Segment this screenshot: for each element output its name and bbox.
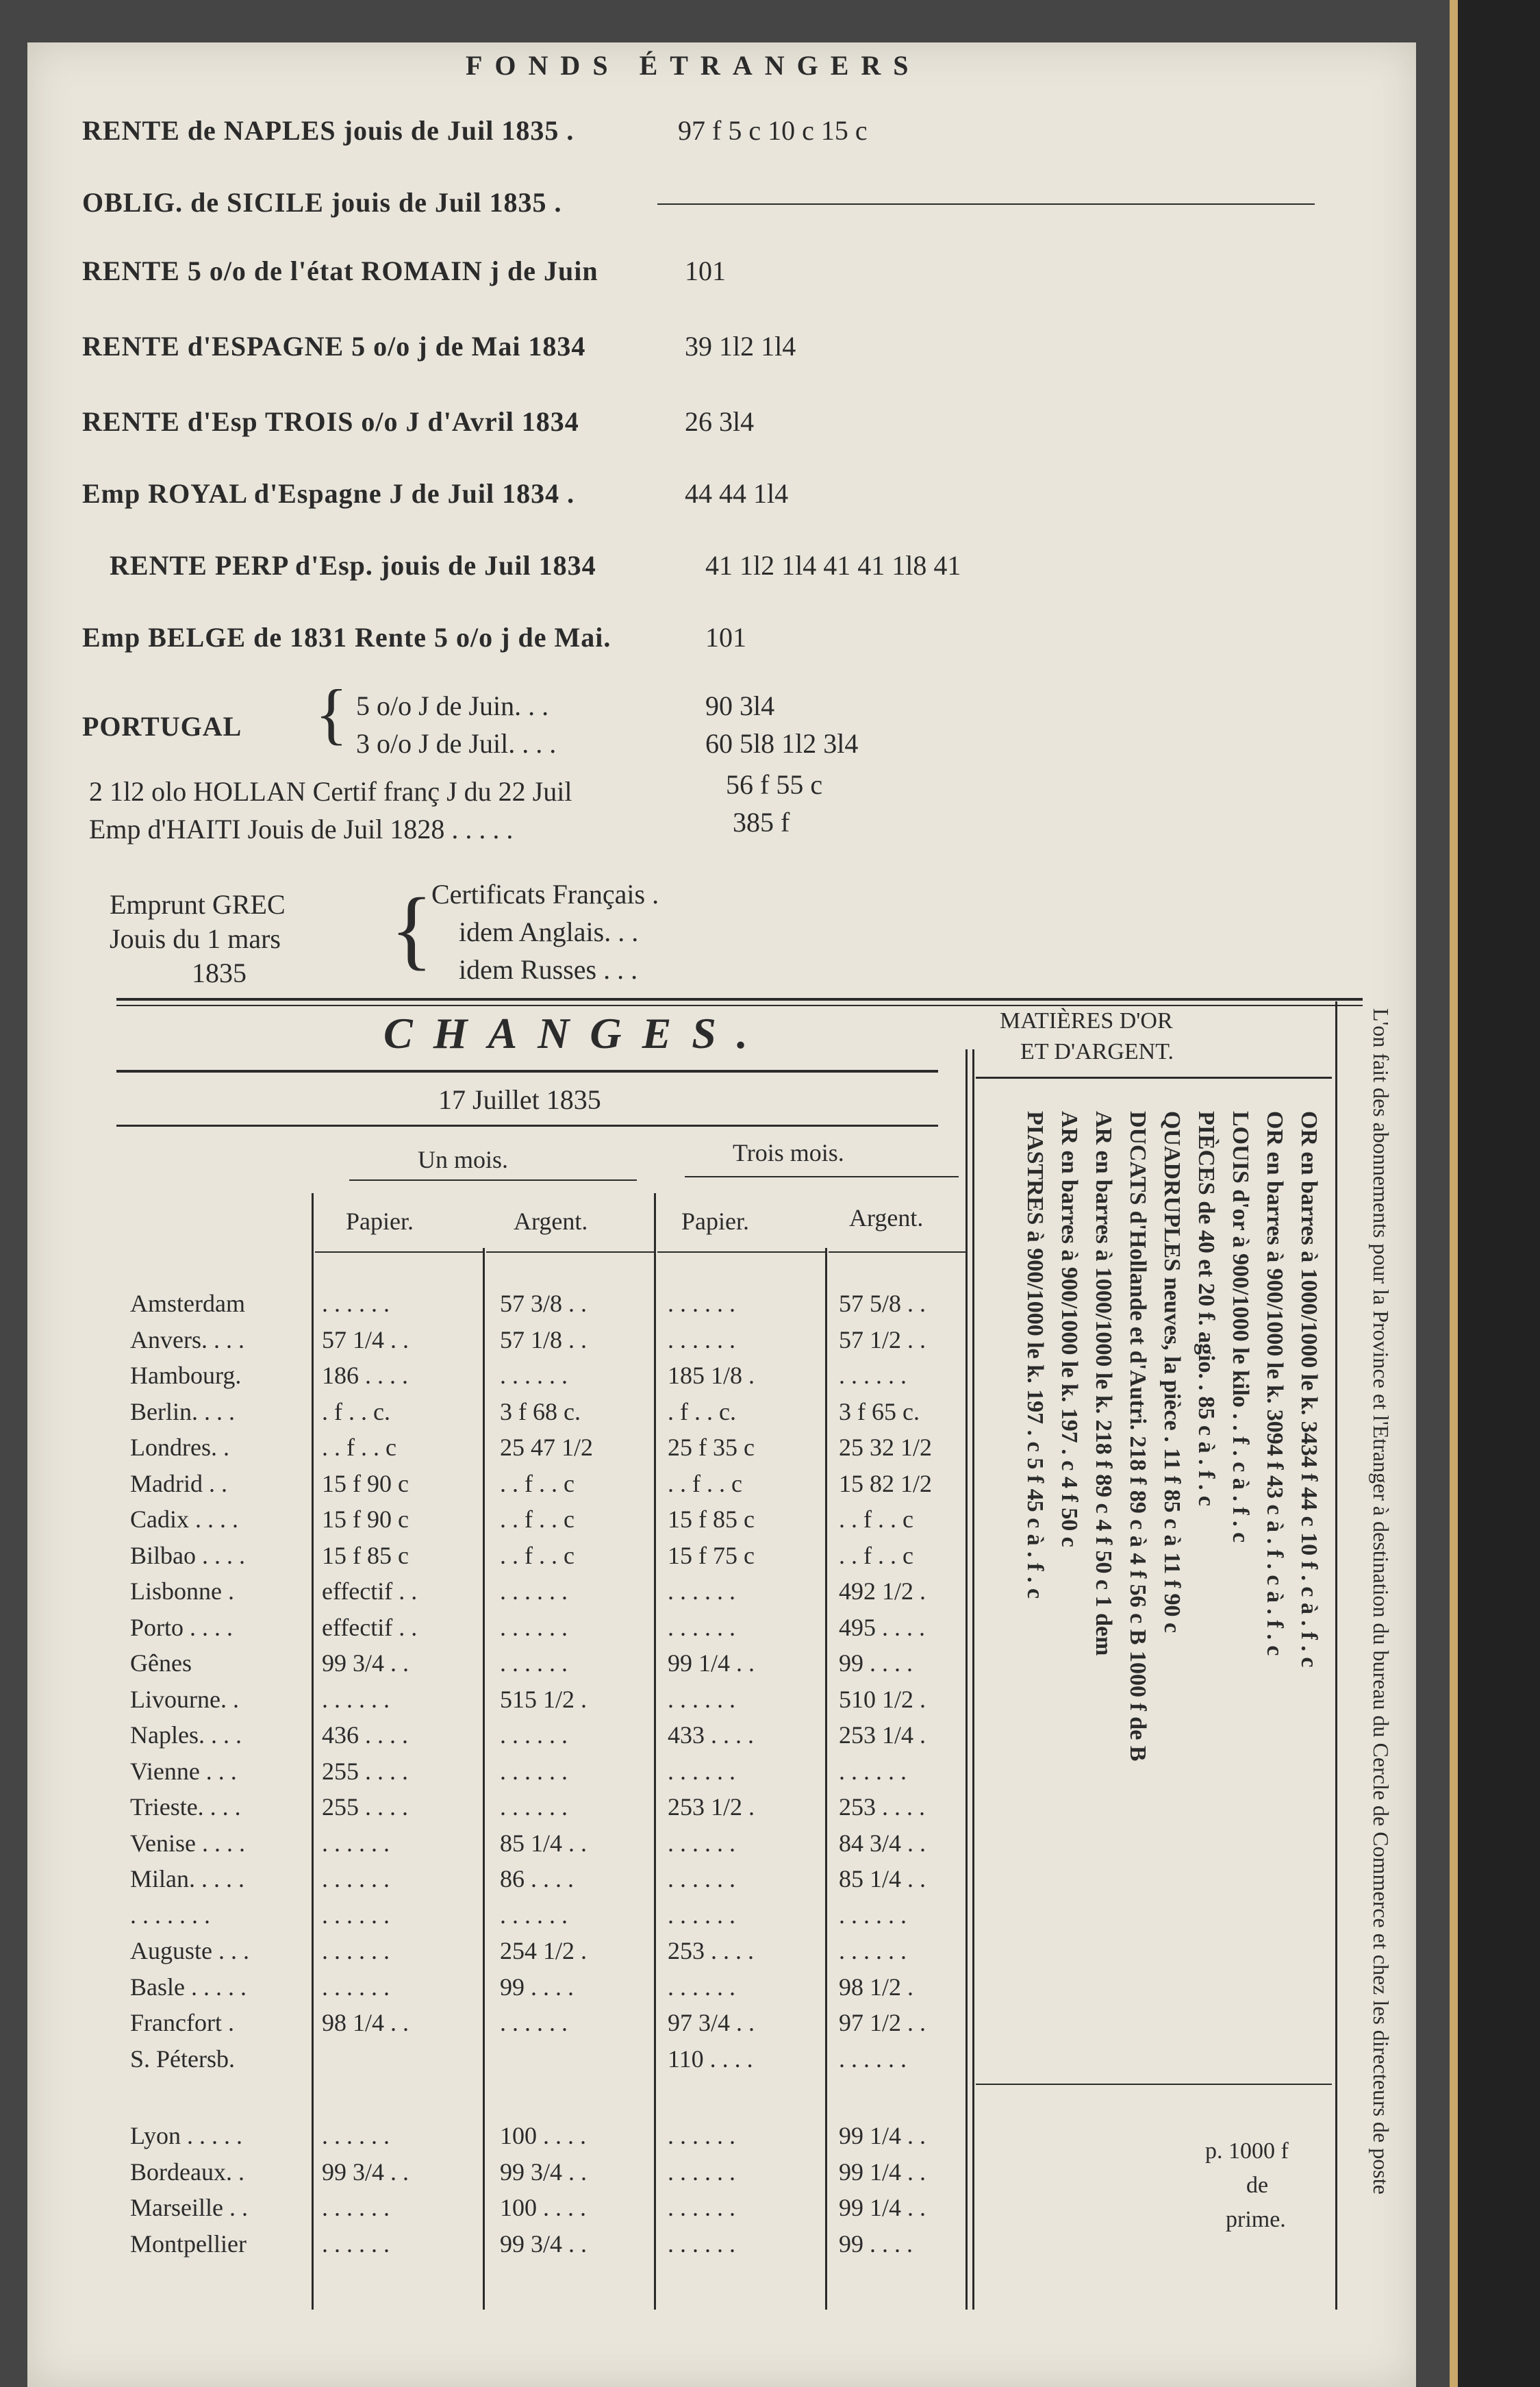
rate-cell: . . . . . . [668,1829,735,1857]
city-cell: Lisbonne . [130,1577,234,1605]
rate-cell: 253 . . . . [839,1793,925,1821]
city-cell: Madrid . . [130,1469,227,1497]
rate-cell: 15 82 1/2 [839,1469,933,1497]
rate-cell: . . . . . . [322,1901,390,1929]
rate-cell: . . . . . . [668,1325,735,1353]
grec-item: idem Anglais. . . [459,916,639,947]
city-cell: . . . . . . . [130,1901,210,1929]
portugal-label: PORTUGAL [82,711,242,742]
rate-cell: . . . . . . [668,1757,735,1785]
rate-cell: 99 3/4 . . [500,2158,588,2186]
divider [976,1077,1332,1079]
rate-cell: . . . . . . [322,1973,390,2001]
fonds-row-label: RENTE d'ESPAGNE 5 o/o j de Mai 1834 [82,331,586,362]
rate-cell: . . . . . . [322,1829,390,1857]
city-cell: Marseille . . [130,2194,248,2221]
divider [116,1005,1363,1006]
rate-cell: 99 3/4 . . [322,1649,409,1677]
rate-cell: . . . . . . [668,1613,735,1641]
rate-cell: . . . . . . [500,1613,568,1641]
rate-cell: 492 1/2 . [839,1577,926,1605]
grec-item: Certificats Français . [431,879,659,910]
rate-cell: . f . . c. [322,1397,390,1425]
fonds-row-value: 44 44 1l4 [685,478,789,509]
fonds-row-label: RENTE d'Esp TROIS o/o J d'Avril 1834 [82,406,579,437]
rate-cell: 110 . . . . [668,2045,753,2073]
divider [116,998,1363,1001]
rate-cell: . . . . . . [500,1793,568,1821]
city-cell: Francfort . [130,2009,234,2036]
divider [976,2084,1332,2085]
rate-cell: 57 3/8 . . [500,1290,588,1317]
fonds-row-value: 41 1l2 1l4 41 41 1l8 41 [705,550,961,581]
papier-header-3: Papier. [681,1208,749,1235]
rate-cell: . . . . . . [322,2122,390,2149]
rate-cell: 99 . . . . [839,1649,913,1677]
grec-label-3: 1835 [192,958,247,988]
city-cell: Milan. . . . . [130,1865,244,1892]
rate-cell: 255 . . . . [322,1757,408,1785]
rate-cell: . . . . . . [500,2009,568,2036]
fonds-title: FONDS ÉTRANGERS [466,50,921,81]
rate-cell: 515 1/2 . [500,1685,588,1713]
rate-cell: 98 1/2 . [839,1973,914,2001]
city-cell: Auguste . . . [130,1937,249,1964]
rate-cell: 25 f 35 c [668,1434,755,1461]
fonds-row-label: RENTE de NAPLES jouis de Juil 1835 . [82,115,575,146]
fonds-row-label: Emp ROYAL d'Espagne J de Juil 1834 . [82,478,575,509]
rate-cell: 84 3/4 . . [839,1829,926,1857]
rate-cell: . . . . . . [322,2194,390,2221]
changes-title: CHANGES. [383,1009,768,1058]
rate-cell: 99 . . . . [839,2229,913,2258]
rate-cell: 3 f 68 c. [500,1397,581,1425]
divider [486,1251,654,1253]
rate-cell: . . . . . . [839,1937,907,1964]
rate-cell: 57 1/2 . . [839,1325,926,1353]
city-cell: Naples. . . . [130,1721,242,1749]
column-rule [825,1248,827,2310]
margin-note: L'on fait des abonnements pour la Province et l'Etranger à destination du bureau du Cercle de Commerce et chez les directeurs de poste [1369,1008,1393,2195]
rate-cell: . . . . . . [500,1901,568,1929]
rate-cell: . . . . . . [322,1937,390,1964]
rate-cell: 100 . . . . [500,2194,586,2221]
haiti-label: Emp d'HAITI Jouis de Juil 1828 . . . . . [89,814,514,845]
rate-cell: 99 1/4 . . [839,2122,926,2149]
fonds-row-label: Emp BELGE de 1831 Rente 5 o/o j de Mai. [82,622,611,653]
rate-cell: . . . . . . [668,1973,735,2001]
rate-cell: . . . . . . [322,1290,390,1317]
grec-item: idem Russes . . . [459,954,638,985]
portugal-value-2: 60 5l8 1l2 3l4 [705,728,859,759]
un-mois-header: Un mois. [418,1146,509,1173]
rate-cell: . . f . . c [839,1541,913,1569]
document-page [27,42,1416,2387]
rate-cell: 85 1/4 . . [500,1829,588,1857]
city-cell: Cadix . . . . [130,1505,238,1533]
rate-cell: . . . . . . [322,1685,390,1713]
city-cell: Porto . . . . [130,1613,233,1641]
rate-cell: 495 . . . . [839,1613,925,1641]
rate-cell: 99 3/4 . . [500,2229,588,2258]
city-cell: Montpellier [130,2229,247,2258]
fonds-row-label: RENTE PERP d'Esp. jouis de Juil 1834 [110,550,596,581]
rate-cell: 57 1/4 . . [322,1325,409,1353]
rate-cell: 3 f 65 c. [839,1397,920,1425]
matieres-line: QUADRUPLES neuves, la pièce . 11 f 85 c à 11 f 90 c [1159,1111,1185,1634]
rate-cell: . . . . . . [668,1577,735,1605]
rate-cell: . . . . . . [839,1362,907,1389]
city-cell: Amsterdam [130,1290,245,1317]
rate-cell: . . f . . c [668,1469,742,1497]
rate-cell: 15 f 75 c [668,1541,755,1569]
rate-cell: 99 1/4 . . [839,2194,926,2221]
rate-cell: . . . . . . [839,2045,907,2073]
matieres-line: OR en barres à 1000/1000 le k. 3434 f 44 c 10 f . c à . f . c [1296,1111,1322,1668]
city-cell: Venise . . . . [130,1829,245,1857]
rate-cell: 57 5/8 . . [839,1290,926,1317]
city-cell: Livourne. . [130,1685,239,1713]
prime-line-3: prime. [1226,2207,1286,2232]
rate-cell: 99 . . . . [500,1973,574,2001]
rate-cell: 86 . . . . [500,1865,574,1892]
rate-cell: 25 47 1/2 [500,1434,594,1461]
matieres-line: PIASTRES à 900/1000 le k. 197 . c 5 f 45 c à . f . c [1022,1111,1048,1599]
rate-cell: 85 1/4 . . [839,1865,926,1892]
rate-cell: . . . . . . [668,1685,735,1713]
city-cell: Lyon . . . . . [130,2122,243,2149]
city-cell: Vienne . . . [130,1757,237,1785]
rate-cell: 15 f 90 c [322,1505,409,1533]
trois-mois-header: Trois mois. [733,1139,844,1166]
fonds-row-label: OBLIG. de SICILE jouis de Juil 1835 . [82,187,562,218]
argent-header-1: Argent. [514,1208,588,1235]
rate-cell: . . . . . . [668,2229,735,2258]
matieres-line: PIÈCES de 40 et 20 f. agio. . 85 c à . f . c [1194,1111,1219,1507]
rate-cell: 97 1/2 . . [839,2009,926,2036]
portugal-line-2: 3 o/o J de Juil. . . . [356,728,557,759]
book-spine-edge [1450,0,1458,2387]
rate-cell: 253 1/2 . [668,1793,755,1821]
rate-cell: . . . . . . [839,1901,907,1929]
grec-label-1: Emprunt GREC [110,889,286,920]
book-spine [1458,0,1540,2387]
rate-cell: 100 . . . . [500,2122,586,2149]
rate-cell: 433 . . . . [668,1721,754,1749]
portugal-line-1: 5 o/o J de Juin. . . [356,690,549,721]
rate-cell: . . . . . . [668,2194,735,2221]
rate-cell: . . . . . . [500,1649,568,1677]
fonds-row-value: 101 [685,255,726,286]
rate-cell: . f . . c. [668,1397,736,1425]
rate-cell: . . . . . . [500,1362,568,1389]
city-cell: Berlin. . . . [130,1397,235,1425]
matieres-line: AR en barres à 1000/1000 le k. 218 f 89 c 4 f 50 c 1 dem [1091,1111,1116,1656]
holland-value: 56 f 55 c [726,769,823,800]
column-rule [965,1049,968,2310]
rate-cell: 255 . . . . [322,1793,408,1821]
city-cell: S. Pétersb. [130,2045,235,2073]
city-cell: Anvers. . . . [130,1325,244,1353]
rate-cell: 436 . . . . [322,1721,408,1749]
rate-cell: effectif . . [322,1577,418,1605]
fonds-row-value: 97 f 5 c 10 c 15 c [678,115,868,146]
city-cell: Gênes [130,1649,192,1677]
rate-cell: 15 f 85 c [322,1541,409,1569]
matieres-line: DUCATS d'Hollande et d'Autri. 218 f 89 c à 4 f 56 c B 1000 f de B [1125,1111,1150,1762]
rate-cell: 57 1/8 . . [500,1325,588,1353]
rate-cell: 254 1/2 . [500,1937,588,1964]
rate-cell: . . . . . . [322,2229,390,2258]
rate-cell: 99 3/4 . . [322,2158,409,2186]
matieres-title-1: MATIÈRES D'OR [1000,1008,1173,1034]
brace-icon: { [315,675,348,751]
fonds-row-value: 39 1l2 1l4 [685,331,796,362]
city-cell: Bilbao . . . . [130,1541,245,1569]
city-cell: Basle . . . . . [130,1973,247,2001]
rate-cell: 15 f 90 c [322,1469,409,1497]
papier-header-1: Papier. [346,1208,414,1235]
matieres-title-2: ET D'ARGENT. [1020,1039,1174,1064]
rate-cell: 99 1/4 . . [668,1649,755,1677]
rate-cell: . . . . . . [668,2158,735,2186]
divider [657,203,1315,205]
holland-label: 2 1l2 olo HOLLAN Certif franç J du 22 Juil [89,776,572,807]
rate-cell: . . . . . . [668,2122,735,2149]
fonds-row-value: 26 3l4 [685,406,755,437]
column-rule [972,1049,974,2310]
rate-cell: 99 1/4 . . [839,2158,926,2186]
divider [315,1251,483,1253]
rate-cell: 97 3/4 . . [668,2009,755,2036]
divider [116,1070,938,1073]
rate-cell: effectif . . [322,1613,418,1641]
prime-line-2: de [1246,2173,1269,2198]
rate-cell: . . . . . . [322,1865,390,1892]
fonds-row-value: 101 [705,622,746,653]
rate-cell: 25 32 1/2 [839,1434,933,1461]
rate-cell: . . . . . . [839,1757,907,1785]
argent-header-3: Argent. [849,1204,924,1232]
matieres-line: AR en barres à 900/1000 le k. 197 . c 4 f 50 c [1057,1111,1082,1547]
divider [685,1176,959,1177]
brace-icon: { [390,880,433,979]
city-cell: Trieste. . . . [130,1793,241,1821]
rate-cell: . . f . . c [839,1505,913,1533]
divider [116,1125,938,1127]
rate-cell: . . f . . c [500,1505,575,1533]
column-rule [312,1193,314,2310]
city-cell: Bordeaux. . [130,2158,244,2186]
matieres-line: OR en barres à 900/1000 le k. 3094 f 43 c à . f . c à . f . c [1262,1111,1287,1656]
matieres-line: LOUIS d'or à 900/1000 le kilo . . f . c à . f . c [1228,1111,1253,1543]
column-rule [654,1193,656,2310]
rate-cell: 186 . . . . [322,1362,408,1389]
city-cell: Hambourg. [130,1362,242,1389]
rate-cell: . . f . . c [500,1469,575,1497]
haiti-value: 385 f [733,807,790,838]
prime-line-1: p. 1000 f [1205,2138,1289,2164]
rate-cell: . . . . . . [500,1721,568,1749]
fonds-row-label: RENTE 5 o/o de l'état ROMAIN j de Juin [82,255,598,286]
rate-cell: . . . . . . [500,1757,568,1785]
rate-cell: 15 f 85 c [668,1505,755,1533]
column-rule [483,1248,485,2310]
grec-label-2: Jouis du 1 mars [110,923,281,954]
rate-cell: . . . . . . [668,1865,735,1892]
divider [349,1179,637,1181]
rate-cell: . . f . . c [500,1541,575,1569]
portugal-value-1: 90 3l4 [705,690,775,721]
divider [829,1251,965,1253]
rate-cell: . . f . . c [322,1434,396,1461]
rate-cell: 510 1/2 . [839,1685,926,1713]
rate-cell: . . . . . . [668,1290,735,1317]
divider [657,1251,825,1253]
rate-cell: 98 1/4 . . [322,2009,409,2036]
changes-date: 17 Juillet 1835 [438,1084,601,1115]
rate-cell: . . . . . . [500,1577,568,1605]
rate-cell: 253 1/4 . [839,1721,926,1749]
rate-cell: 185 1/8 . [668,1362,755,1389]
column-rule [1335,1001,1337,2310]
rate-cell: . . . . . . [668,1901,735,1929]
city-cell: Londres. . [130,1434,229,1461]
rate-cell: 253 . . . . [668,1937,754,1964]
